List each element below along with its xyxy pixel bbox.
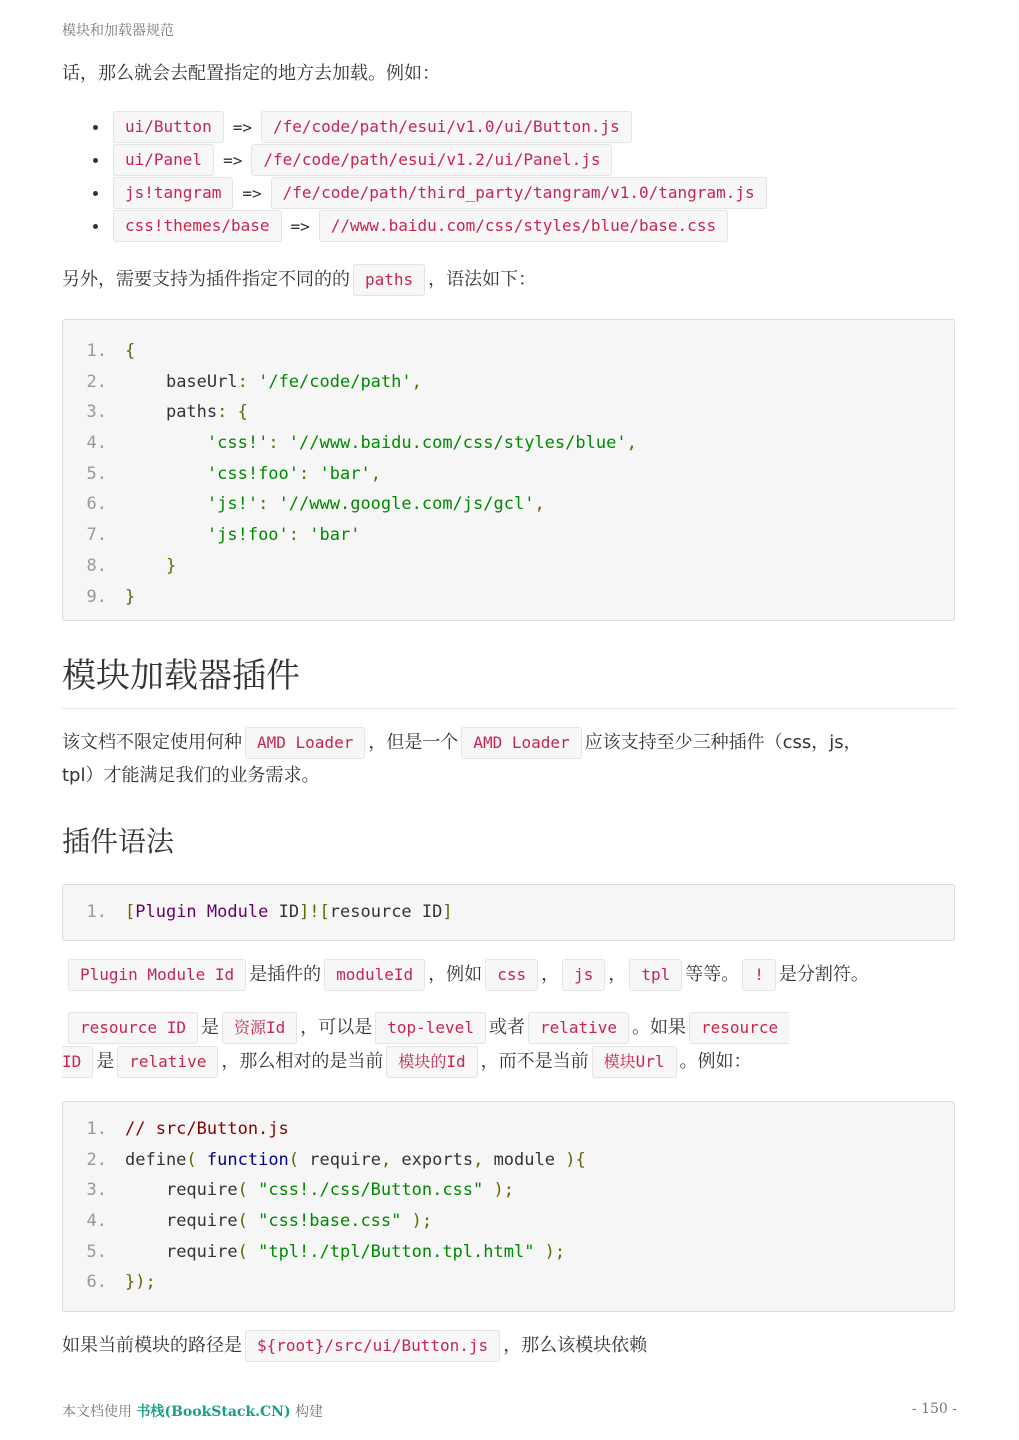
code-token: ]![ bbox=[299, 902, 330, 922]
line-number: 6. bbox=[86, 1272, 107, 1293]
arrow: => bbox=[232, 117, 252, 137]
inline-code: AMD Loader bbox=[461, 727, 581, 759]
line-number: 8. bbox=[86, 555, 107, 576]
code-token: : bbox=[237, 371, 259, 392]
code-token: , bbox=[380, 1149, 402, 1170]
code-line bbox=[63, 582, 954, 613]
code-token: paths bbox=[165, 402, 218, 423]
line-number: 5. bbox=[86, 463, 107, 484]
code-line bbox=[63, 1145, 954, 1176]
code-line bbox=[63, 397, 954, 428]
text: ，那么该模块依赖 bbox=[503, 1335, 648, 1356]
arrow: => bbox=[223, 150, 243, 170]
section-heading: 模块加载器插件 bbox=[62, 652, 957, 709]
text: ， bbox=[608, 964, 627, 985]
path-code: /fe/code/path/esui/v1.2/ui/Panel.js bbox=[251, 144, 612, 176]
module-id-code: js!tangram bbox=[113, 177, 233, 209]
text: 另外，需要支持为插件指定不同的的 bbox=[62, 269, 350, 290]
bookstack-link[interactable]: 书栈(BookStack.CN) bbox=[136, 1404, 291, 1420]
code-token: require bbox=[165, 1211, 238, 1232]
code-token: Plugin bbox=[135, 902, 197, 922]
code-line bbox=[63, 459, 954, 490]
text: 本文档使用 bbox=[62, 1404, 132, 1420]
code-line bbox=[63, 1206, 954, 1237]
code-token: ){ bbox=[565, 1149, 586, 1170]
code-token: '//www.baidu.com/css/styles/blue' bbox=[288, 433, 627, 454]
mapping-list bbox=[62, 110, 770, 242]
text: ，例如 bbox=[428, 964, 483, 985]
text: ，但是一个 bbox=[368, 732, 459, 753]
code-token: }); bbox=[125, 1272, 156, 1293]
intro-paragraph: 话，那么就会去配置指定的地方去加载。例如： bbox=[62, 63, 440, 84]
text: 是插件的 bbox=[249, 964, 322, 985]
code-token: : bbox=[288, 525, 310, 546]
code-block-syntax bbox=[62, 884, 955, 941]
text: 。如果 bbox=[632, 1017, 687, 1038]
last-paragraph bbox=[62, 1329, 957, 1363]
code-token: ( bbox=[237, 1211, 259, 1232]
inline-code: top-level bbox=[375, 1012, 486, 1044]
code-token: // src/Button.js bbox=[125, 1119, 289, 1139]
code-line bbox=[63, 367, 954, 398]
arrow: => bbox=[290, 216, 310, 236]
line-number: 6. bbox=[86, 494, 107, 515]
code-token: { bbox=[125, 341, 136, 361]
text: 应该支持至少三种插件（css，js， bbox=[584, 732, 862, 753]
inline-code: relative bbox=[528, 1012, 629, 1044]
code-line bbox=[63, 1267, 954, 1298]
code-token: , bbox=[411, 371, 422, 392]
code-token: , bbox=[370, 463, 381, 484]
text: ， bbox=[541, 964, 560, 985]
code-token: ); bbox=[401, 1211, 433, 1232]
code-token: 'bar' bbox=[309, 525, 361, 546]
code-token: } bbox=[125, 586, 136, 607]
inline-code: 模块的Id bbox=[386, 1046, 477, 1078]
code-token: "css!./css/Button.css" bbox=[258, 1180, 484, 1201]
code-token: resource ID bbox=[329, 902, 443, 922]
module-id-code: ui/Button bbox=[113, 111, 224, 143]
code-block-config bbox=[62, 319, 955, 621]
code-token: ( bbox=[237, 1241, 259, 1262]
code-token: 'js!' bbox=[206, 494, 259, 515]
text: 该文档不限定使用何种 bbox=[62, 732, 242, 753]
code-token: } bbox=[165, 555, 177, 576]
code-token: require bbox=[165, 1180, 238, 1201]
code-token: : { bbox=[217, 402, 248, 423]
code-token: ); bbox=[534, 1241, 566, 1262]
line-number: 2. bbox=[86, 1149, 107, 1170]
inline-code: Plugin Module Id bbox=[68, 959, 246, 991]
code-line bbox=[63, 428, 954, 459]
list-item bbox=[110, 110, 770, 143]
plugin-paragraph bbox=[65, 958, 960, 992]
line-number: 1. bbox=[86, 341, 107, 361]
code-token: exports bbox=[401, 1149, 474, 1170]
resource-paragraph-line2 bbox=[62, 1045, 957, 1079]
inline-code: resource bbox=[689, 1012, 789, 1044]
text: ，可以是 bbox=[300, 1017, 373, 1038]
loader-paragraph-line2: tpl）才能满足我们的业务需求。 bbox=[62, 765, 320, 786]
module-id-code: ui/Panel bbox=[113, 144, 214, 176]
code-line bbox=[63, 551, 954, 582]
list-item bbox=[110, 143, 770, 176]
code-token: ] bbox=[442, 902, 453, 922]
code-token: define bbox=[125, 1149, 187, 1170]
line-number: 9. bbox=[86, 586, 107, 607]
code-token: , bbox=[473, 1149, 494, 1170]
inline-code: ${root}/src/ui/Button.js bbox=[245, 1330, 500, 1362]
line-number: 3. bbox=[86, 402, 107, 423]
path-code: /fe/code/path/third_party/tangram/v1.0/tangram.js bbox=[271, 177, 767, 209]
page-number: - 150 - bbox=[911, 1401, 957, 1417]
line-number: 4. bbox=[86, 433, 107, 454]
list-item bbox=[110, 209, 770, 242]
code-token: 'js!foo' bbox=[206, 525, 289, 546]
code-token: 'bar' bbox=[319, 463, 371, 484]
text: ，语法如下： bbox=[428, 269, 537, 290]
code-line bbox=[63, 489, 954, 520]
code-token: require bbox=[309, 1149, 381, 1170]
code-token: require bbox=[165, 1241, 238, 1262]
code-token: '/fe/code/path' bbox=[258, 371, 412, 392]
line-number: 2. bbox=[86, 371, 107, 392]
code-line bbox=[63, 336, 954, 367]
inline-code: 资源Id bbox=[222, 1012, 297, 1044]
code-line bbox=[63, 520, 954, 551]
paths-paragraph bbox=[62, 263, 957, 297]
code-token: , bbox=[534, 494, 545, 515]
text: 是 bbox=[200, 1017, 219, 1038]
footer-credit bbox=[62, 1401, 323, 1421]
code-line bbox=[63, 1114, 954, 1145]
text: 或者 bbox=[488, 1017, 525, 1038]
running-header: 模块和加载器规范 bbox=[62, 23, 174, 39]
inline-code: resource ID bbox=[68, 1012, 198, 1044]
inline-code: moduleId bbox=[324, 959, 425, 991]
code-token: : bbox=[299, 463, 320, 484]
inline-code: relative bbox=[117, 1046, 218, 1078]
text: 。例如： bbox=[679, 1051, 752, 1072]
inline-code: css bbox=[485, 959, 538, 991]
inline-code: tpl bbox=[629, 959, 682, 991]
path-code: /fe/code/path/esui/v1.0/ui/Button.js bbox=[261, 111, 632, 143]
list-item bbox=[110, 176, 770, 209]
code-token: module bbox=[493, 1149, 566, 1170]
code-token: , bbox=[626, 433, 637, 454]
line-number: 4. bbox=[86, 1211, 107, 1232]
line-number: 5. bbox=[86, 1241, 107, 1262]
inline-code: ID bbox=[62, 1046, 93, 1078]
text: 如果当前模块的路径是 bbox=[62, 1335, 242, 1356]
line-number: 1. bbox=[86, 902, 107, 922]
line-number: 1. bbox=[86, 1119, 107, 1139]
code-token: 'css!' bbox=[206, 433, 269, 454]
code-line bbox=[63, 1237, 954, 1268]
code-token: : bbox=[258, 494, 279, 515]
module-id-code: css!themes/base bbox=[113, 210, 282, 242]
code-token: baseUrl bbox=[165, 371, 238, 392]
code-token: [ bbox=[125, 902, 136, 922]
inline-code: AMD Loader bbox=[245, 727, 365, 759]
inline-code: paths bbox=[353, 264, 425, 296]
code-token bbox=[197, 902, 207, 922]
code-token: : bbox=[268, 433, 289, 454]
code-line bbox=[63, 897, 954, 928]
code-line bbox=[63, 1175, 954, 1206]
arrow: => bbox=[242, 183, 262, 203]
inline-code: ! bbox=[742, 959, 776, 991]
text: 是分割符。 bbox=[778, 964, 869, 985]
path-code: //www.baidu.com/css/styles/blue/base.css bbox=[319, 210, 728, 242]
code-token: Module bbox=[206, 902, 269, 922]
code-token: "css!base.css" bbox=[258, 1211, 402, 1232]
text: ，而不是当前 bbox=[480, 1051, 589, 1072]
text: 是 bbox=[96, 1051, 115, 1072]
loader-paragraph-line1 bbox=[62, 726, 957, 760]
code-token: '//www.google.com/js/gcl' bbox=[278, 494, 535, 515]
code-token: 'css!foo' bbox=[206, 463, 300, 484]
code-token: ); bbox=[483, 1180, 514, 1201]
code-token: ( bbox=[237, 1180, 259, 1201]
inline-code: js bbox=[562, 959, 605, 991]
code-token: ( bbox=[288, 1149, 310, 1170]
code-block-example bbox=[62, 1101, 955, 1312]
line-number: 7. bbox=[86, 525, 107, 546]
inline-code: 模块Url bbox=[592, 1046, 677, 1078]
subsection-heading: 插件语法 bbox=[62, 825, 175, 858]
code-token: "tpl!./tpl/Button.tpl.html" bbox=[258, 1241, 535, 1262]
resource-paragraph-line1 bbox=[65, 1011, 960, 1045]
code-token: ( bbox=[186, 1149, 207, 1170]
text: 构建 bbox=[295, 1404, 324, 1420]
text: 等等。 bbox=[685, 964, 740, 985]
line-number: 3. bbox=[86, 1180, 107, 1201]
text: ，那么相对的是当前 bbox=[221, 1051, 384, 1072]
code-token: function bbox=[206, 1149, 289, 1170]
code-token: ID bbox=[268, 902, 300, 922]
